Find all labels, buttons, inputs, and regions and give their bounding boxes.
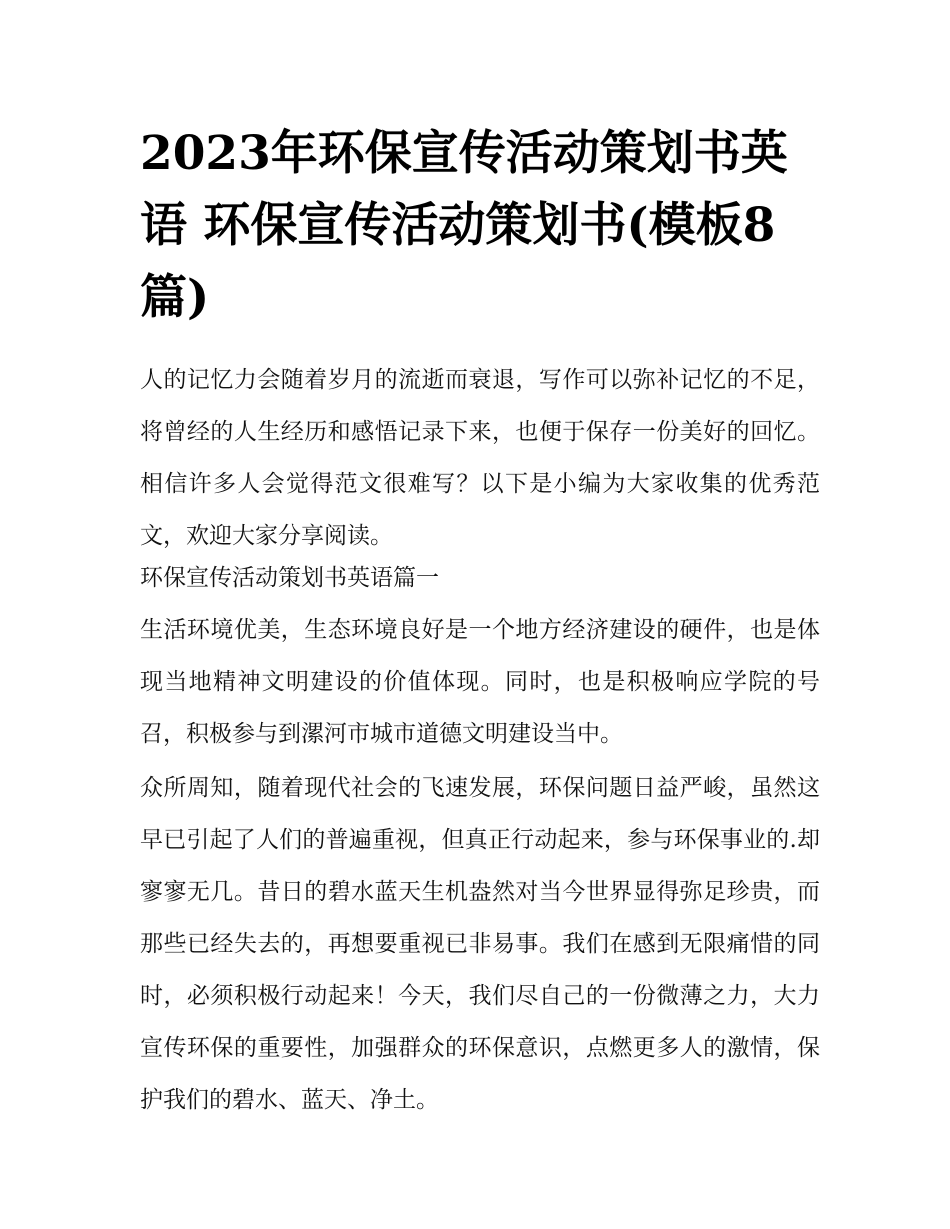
intro-paragraph: 人的记忆力会随着岁月的流逝而衰退，写作可以弥补记忆的不足，将曾经的人生经历和感悟记录下来，也便于保存一份美好的回忆。相信许多人会觉得范文很难写？以下是小编为大家收集的优秀范文，欢迎大家分享阅读。 — [140, 367, 820, 549]
document-title: 2023年环保宣传活动策划书英语 环保宣传活动策划书(模板8篇) — [140, 126, 788, 325]
body-paragraph-1: 生活环境优美，生态环境良好是一个地方经济建设的硬件，也是体现当地精神文明建设的价值体现。同时，也是积极响应学院的号召，积极参与到漯河市城市道德文明建设当中。 — [140, 617, 820, 747]
body-paragraph-2: 众所周知，随着现代社会的飞速发展，环保问题日益严峻，虽然这早已引起了人们的普遍重视，但真正行动起来，参与环保事业的.却寥寥无几。昔日的碧水蓝天生机盎然对当今世界显得弥足珍贵，而那些已经失去的，再想要重视已非易事。我们在感到无限痛惜的同时，必须积极行动起来！今天，我们尽自己的一份微薄之力，大力宣传环保的重要性，加强群众的环保意识，点燃更多人的激情，保护我们的碧水、蓝天、净土。 — [140, 775, 820, 1113]
section-heading: 环保宣传活动策划书英语篇一 — [140, 565, 439, 591]
